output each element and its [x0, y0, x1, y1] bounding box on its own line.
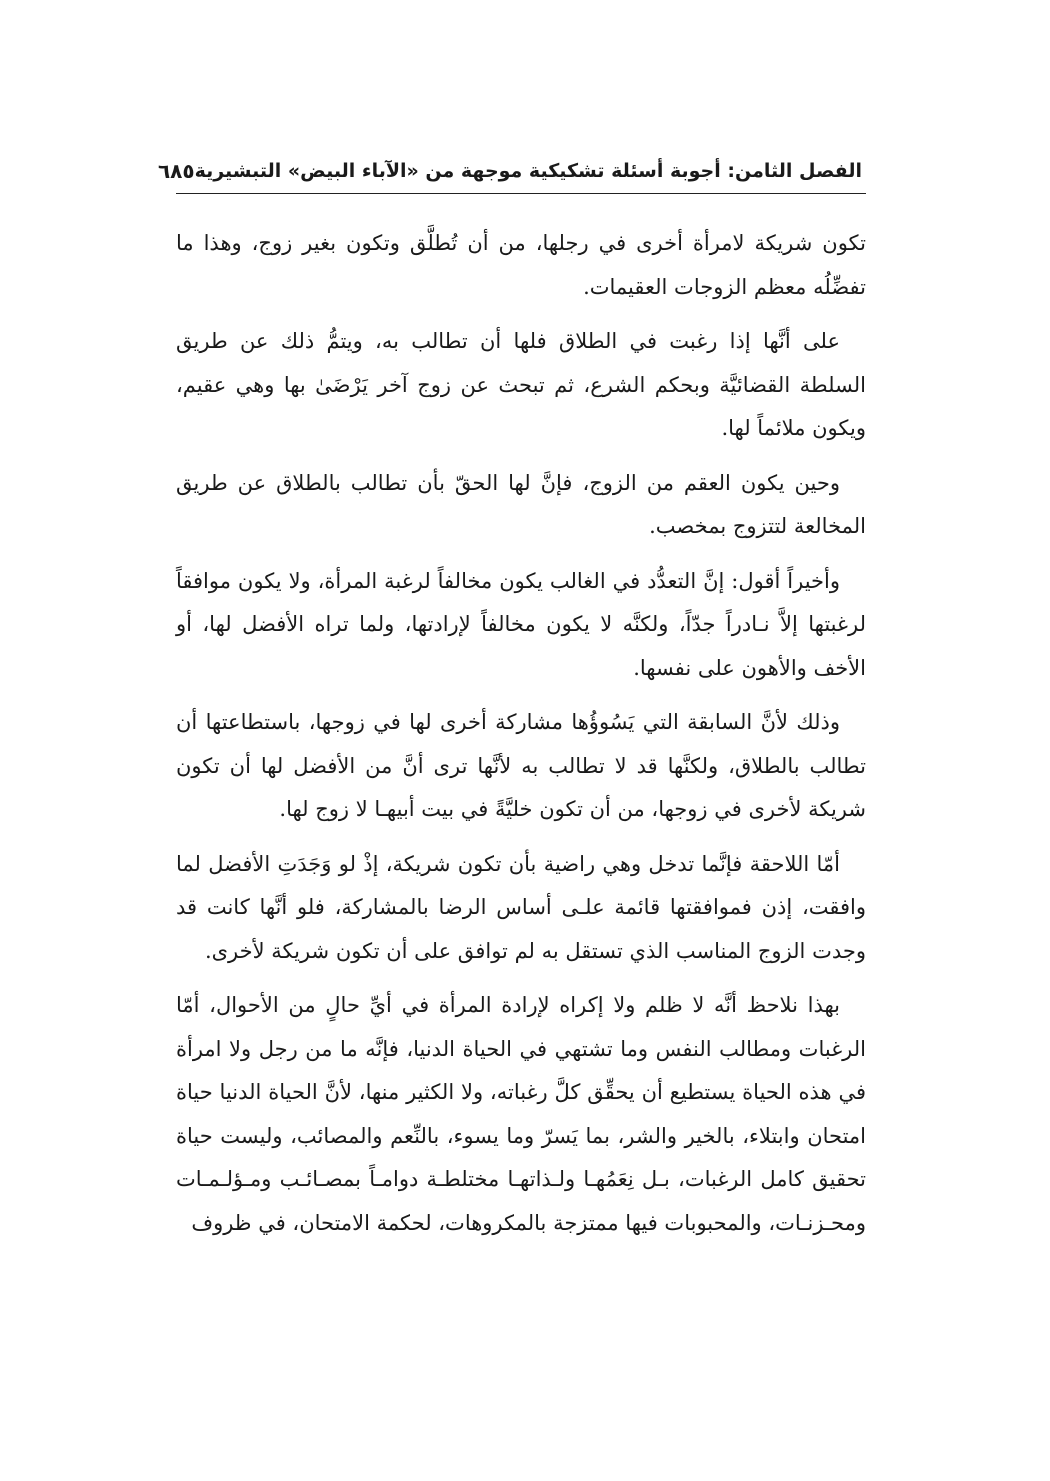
- paragraph-5: وذلك لأنَّ السابقة التي يَسُوؤُها مشاركة أخرى لها في زوجها، باستطاعتها أن تطالب بالطلاق، ولكنَّها قد لا تطالب به لأنَّها ترى أنَّ من الأفضل لها أن تكون شريكة لأخرى في زوجها، من أن تكون خليَّةً في بيت أبيهـا لا زوج لها.: [176, 710, 866, 821]
- header-divider: [176, 193, 866, 194]
- paragraph-1: تكون شريكة لامرأة أخرى في رجلها، من أن تُطلَّق وتكون بغير زوج، وهذا ما تفضِّلُه معظم الزوجات العقيمات.: [176, 231, 866, 299]
- paragraph-2: على أنَّها إذا رغبت في الطلاق فلها أن تطالب به، ويتمُّ ذلك عن طريق السلطة القضائيَّة وبحكم الشرع، ثم تبحث عن زوج آخر يَرْضَىٰ بها وهي عقيم، ويكون ملائماً لها.: [176, 329, 866, 440]
- chapter-title: الفصل الثامن: أجوبة أسئلة تشكيكية موجهة من «الآباء البيض» التبشيرية: [194, 160, 862, 182]
- paragraph-7: بهذا نلاحظ أنَّه لا ظلم ولا إكراه لإرادة المرأة في أيِّ حالٍ من الأحوال، أمّا الرغبات ومطالب النفس وما تشتهي في الحياة الدنيا، فإنَّه ما من رجل ولا امرأة في هذه الحياة يستطيع أن يحقِّق كلَّ رغباته، ولا الكثير منها، لأنَّ الحياة الدنيا حياة امتحان وابتلاء، بالخير والشر، بما يَسرّ وما يسوء، بالنِّعم والمصائب، وليست حياة تحقيق كامل الرغبات، بـل نِعَمُهـا ولـذاتهـا مختلطـة دوامـاً بمصـائـب ومـؤلـمـات ومحـزنـات، والمحبوبات فيها ممتزجة بالمكروهات، لحكمة الامتحان، في ظروف: [176, 993, 866, 1235]
- running-header: [157, 146, 862, 186]
- paragraph-6: أمّا اللاحقة فإنَّما تدخل وهي راضية بأن تكون شريكة، إذْ لو وَجَدَتِ الأفضل لما وافقت، إذن فموافقتها قائمة علـى أساس الرضا بالمشاركة، فلو أنَّها كانت قد وجدت الزوج المناسب الذي تستقل به لم توافق على أن تكون شريكة لأخرى.: [176, 851, 866, 963]
- body-text: [176, 222, 866, 1256]
- page-number: ٦٨٥: [157, 159, 195, 183]
- paragraph-3: وحين يكون العقم من الزوج، فإنَّ لها الحقّ بأن تطالب بالطلاق عن طريق المخالعة لتتزوج بمخصب.: [176, 470, 866, 538]
- paragraph-4: وأخيراً أقول: إنَّ التعدُّد في الغالب يكون مخالفاً لرغبة المرأة، ولا يكون موافقاً لرغبتها إلاَّ نـادراً جدّاً، ولكنَّه لا يكون مخالفاً لإرادتها، ولما تراه الأفضل لها، أو الأخف والأهون على نفسها.: [176, 568, 866, 680]
